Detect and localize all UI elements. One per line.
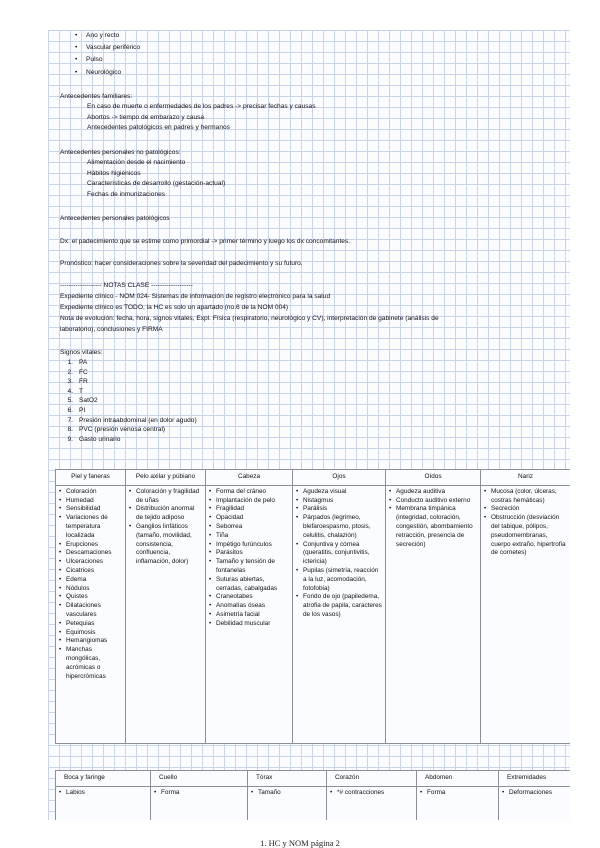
list-item: • Tamaño (251, 789, 323, 798)
list-item: • Pupilas (simetría, reacción a la luz, acomodación, fotofobia) (296, 567, 382, 593)
column-header: Extremidades (499, 771, 571, 787)
text-line: Características de desarrollo (gestación-actual) (87, 180, 226, 187)
list-item: • Párpados (legrimeo, blefaroespasmo, ptosis, celulitis, chalazión) (296, 514, 382, 540)
list-item: • Coloración y fragilidad de uñas (129, 488, 202, 506)
expediente-line: Expediente clínico es TODO, la HC es solo un apartado (no.6 de la NOM 004) (60, 304, 289, 311)
exploracion-table-2 (55, 770, 570, 820)
signos-heading: Signos vitales: (60, 349, 103, 356)
table-cell (481, 485, 571, 743)
column-header: Pelo axilar y púbiano (126, 470, 206, 486)
list-item: • Impétigo furúnculos (209, 541, 289, 550)
column-header: Ojos (293, 470, 386, 486)
column-header: Cabeza (206, 470, 293, 486)
column-header: Oídos (386, 470, 481, 486)
notebook-page (48, 30, 570, 820)
list-item: • Labios (59, 789, 147, 798)
list-item: • Conducto auditivo externo (389, 497, 477, 506)
table-cell (386, 485, 481, 743)
list-item: 1. PA (67, 359, 88, 366)
list-item: • Parálisis (296, 505, 382, 514)
list-item: 6. PI (67, 406, 86, 414)
text-line: Alimentación desde el nacimiento (87, 159, 186, 166)
list-item: • Forma del cráneo (209, 488, 289, 497)
list-item: • Vascular periférico (75, 42, 275, 54)
list-item: • Ganglios linfáticos (tamaño, movilidad, consistencia, confluencia, inflamación, dolor) (129, 523, 202, 567)
list-item: • Humedad (59, 497, 122, 506)
list-item: • Petequias (59, 620, 122, 629)
expediente-line: Expediente clínico - NOM 024- Sistemas de información de registro electrónico para la salud (60, 293, 331, 300)
table-cell (206, 485, 293, 743)
list-item: • Ano y recto (75, 30, 275, 42)
list-item: 9. Gasto urinario (67, 435, 121, 443)
column-header: Piel y faneras (56, 470, 126, 486)
page-footer: 1. HC y NOM página 2 (260, 838, 340, 848)
list-item: • Suturas abiertas, cerradas, cabalgadas (209, 576, 289, 594)
column-header: Corazón (327, 771, 417, 787)
table-cell (56, 786, 151, 820)
list-item: • Nódulos (59, 585, 122, 594)
list-item: • Agudeza visual (296, 488, 382, 497)
list-item: 5. SatO2 (67, 397, 98, 405)
expediente-line: laboratorio), conclusiones y FIRMA (60, 326, 163, 333)
table-cell (417, 786, 499, 820)
list-item: • Tamaño y tensión de fontanelas (209, 558, 289, 576)
column-header: Cuello (151, 771, 248, 787)
no-patologicos-lines (87, 158, 225, 200)
list-item: • Anomalías óseas (209, 602, 289, 611)
text-line: Antecedentes patológicos en padres y hermanos (87, 124, 230, 131)
column-header: Tórax (248, 771, 327, 787)
list-item: • Fragilidad (209, 505, 289, 514)
text-line: Abortos -> tiempo de embarazo y causa (87, 113, 205, 121)
table-cell (126, 485, 206, 743)
table-cell (248, 786, 327, 820)
dx-line: Dx: el padecimiento que se estime como primordial -> primer término y luego los dx concomitantes. (60, 238, 351, 245)
list-item: • Fondo de ojo (papiledema, atrofia de papila, caracteres de los vasos) (296, 593, 382, 619)
no-patologicos-heading: Antecedentes personales no patológicos: (60, 149, 181, 156)
list-item: • Sensibilidad (59, 505, 122, 514)
list-item: • Opacidad (209, 514, 289, 523)
text-line: Fechas de inmunizaciones (87, 190, 166, 198)
list-item: • Debilidad muscular (209, 620, 289, 629)
list-item: • Neurológico (75, 67, 275, 79)
list-item: • Asimetría facial (209, 611, 289, 620)
list-item: • Quistes (59, 593, 122, 602)
list-item: • Parásitos (209, 549, 289, 558)
table-row (56, 485, 571, 743)
list-item: • Nistagmus (296, 497, 382, 506)
familiares-heading: Antecedentes familiares: (60, 93, 133, 100)
list-item: • Membrana timpánica (integridad, coloración, congestión, abombamiento retracción, presencia de secreción) (389, 505, 477, 549)
list-item: • Mucosa (color, úlceras, costras hemáticas) (484, 488, 567, 506)
list-item: • Seborrea (209, 523, 289, 532)
list-item: • Hemangiomas (59, 637, 122, 646)
column-header: Abdomen (417, 771, 499, 787)
list-item: • Manchas mongólicas, acrómicas o hipercrómicas (59, 646, 122, 681)
expediente-line: Nota de evolución: fecha, hora, signos vitales, Expl. Física (respiratorio, neurológico y CV), interpretación de gabinete (análisis de (60, 315, 439, 322)
column-header: Boca y faringe (56, 771, 151, 787)
list-item: • Variaciones de temperatura localizada (59, 514, 122, 540)
list-item: 3. FR (67, 378, 88, 386)
column-header: Nariz (481, 470, 571, 486)
exam-list (75, 30, 275, 79)
list-item: • Conjuntiva y córnea (queratitis, conjuntivitis, ictericia) (296, 541, 382, 567)
familiares-lines (87, 102, 316, 134)
table-row (56, 786, 571, 820)
table-cell (499, 786, 571, 820)
list-item: • Coloración (59, 488, 122, 497)
table-cell (293, 485, 386, 743)
list-item: • Secreción (484, 505, 567, 514)
pronostico-line: Pronóstico: hacer consideraciones sobre la severidad del padecimiento y su futuro. (60, 260, 303, 267)
table-header-row (56, 771, 571, 787)
table-header-row (56, 470, 571, 486)
list-item: 2. FC (67, 368, 88, 376)
table-cell (56, 485, 126, 743)
exploracion-table-1 (55, 469, 570, 744)
list-item: • Craneotabes (209, 593, 289, 602)
list-item: • Tiña (209, 532, 289, 541)
list-item: • Agudeza auditiva (389, 488, 477, 497)
list-item: • Pulso (75, 54, 275, 66)
table-cell (327, 786, 417, 820)
list-item: • Equimosis (59, 629, 122, 638)
signos-list (62, 358, 197, 444)
list-item: • Deformaciones (502, 789, 567, 798)
list-item: • Edema (59, 576, 122, 585)
list-item: • Descamaciones (59, 549, 122, 558)
list-item: • Forma (154, 789, 244, 798)
list-item: • Obstrucción (desviación del tabique, pólipos, pseudomembranas, cuerpo extraño, hipertrofia de cornetes) (484, 514, 567, 558)
list-item: • Cicatrices (59, 567, 122, 576)
list-item: • Distribución anormal de tejido adiposo (129, 505, 202, 523)
table-cell (151, 786, 248, 820)
list-item: • Implantación de pelo (209, 497, 289, 506)
list-item: 8. PVC (presión venosa central) (67, 426, 166, 434)
patologicos-heading: Antecedentes personales patológicos (60, 215, 170, 222)
list-item: • Forma (420, 789, 495, 798)
list-item: • Dilataciones vasculares (59, 602, 122, 620)
list-item: 7. Presión intraabdominal (en dolor agudo) (67, 416, 197, 424)
notas-clase-divider: ------------------- NOTAS CLASE ------------------- (60, 282, 193, 289)
text-line: Hábitos higiénicos (87, 169, 141, 177)
list-item: 4. T (67, 387, 84, 395)
list-item: • Ulceraciones (59, 558, 122, 567)
list-item: • Erupciones (59, 541, 122, 550)
text-line: En caso de muerte o enfermedades de los padres -> precisar fechas y causas (87, 103, 316, 110)
list-item: • *# contracciones (330, 789, 413, 798)
